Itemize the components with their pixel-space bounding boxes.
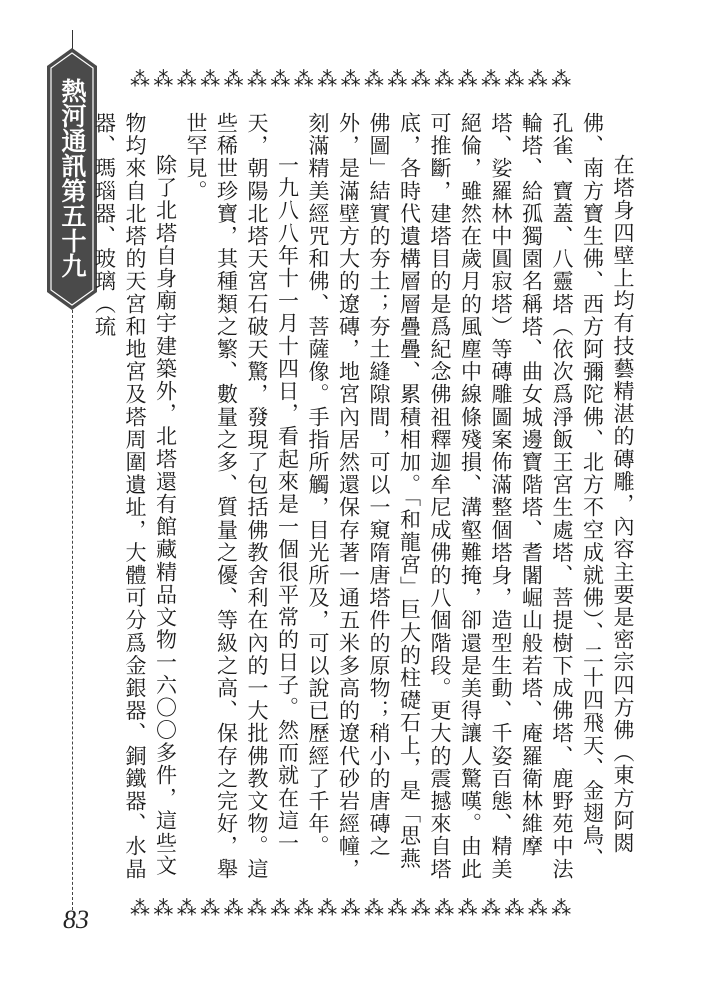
- body-text: [92, 112, 638, 882]
- ornament-row-bottom: ⁂⁂⁂⁂⁂⁂⁂⁂⁂⁂⁂⁂⁂⁂⁂⁂⁂⁂⁂: [130, 896, 575, 920]
- side-rule-dashed: [72, 310, 73, 910]
- page-number: 83: [63, 905, 89, 934]
- paragraph: 一九八八年十一月十四日，看起來是一個很平常的日子。然而就在這一天，朝陽北塔天宮石破天驚，發現了包括佛教舍利在內的一大批佛教文物。這些稀世珍寶，其種類之繁、數量之多、質量之優、等級之高、保存之完好，舉世罕見。: [184, 112, 300, 881]
- side-rule-top: [72, 30, 73, 50]
- banner-title: 熱河通訊第五十九期: [8, 78, 87, 278]
- paragraph: 在塔身四壁上均有技藝精湛的磚雕，內容主要是密宗四方佛（東方阿閦佛、南方寶生佛、西方阿彌陀佛、北方不空成就佛）、二十四飛天、金翅鳥、孔雀、寶蓋、八靈塔（依次爲淨飯王宮生處塔、菩提樹下成佛塔、鹿野苑中法輪塔、給孤獨園名稱塔、曲女城邊寶階塔、耆闍崛山般若塔、庵羅衛林維摩塔、娑羅林中圓寂塔）等磚雕圖案佈滿整個塔身，造型生動、千姿百態、精美絕倫，雖然在歲月的風塵中線條殘損、溝壑難掩，卻還是美得讓人驚嘆。由此可推斷，建塔目的是爲紀念佛祖釋迦牟尼成佛的八個階段。更大的震撼來自塔底，各時代遺構層層疊疊、累積相加。「和龍宮」巨大的柱礎石上，是「思燕佛圖」結實的夯土；夯土縫隙間，可以一窺隋唐塔件的原物；稍小的唐磚之外，是滿壁方大的遼磚，地宮內居然還保存著一通五米多高的遼代砂岩經幢，刻滿精美經咒和佛、菩薩像。手指所觸，目光所及，可以說已歷經了千年。: [306, 112, 635, 881]
- ornament-row-top: ⁂⁂⁂⁂⁂⁂⁂⁂⁂⁂⁂⁂⁂⁂⁂⁂⁂⁂⁂: [130, 67, 575, 91]
- paragraph: 除了北塔自身廟宇建築外，北塔還有館藏精品文物一六〇〇多件，這些文物均來自北塔的天宮和地宮及塔周圍遺址，大體可分爲金銀器、銅鐵器、水晶器、瑪瑙器、玻璃（琉: [92, 112, 178, 881]
